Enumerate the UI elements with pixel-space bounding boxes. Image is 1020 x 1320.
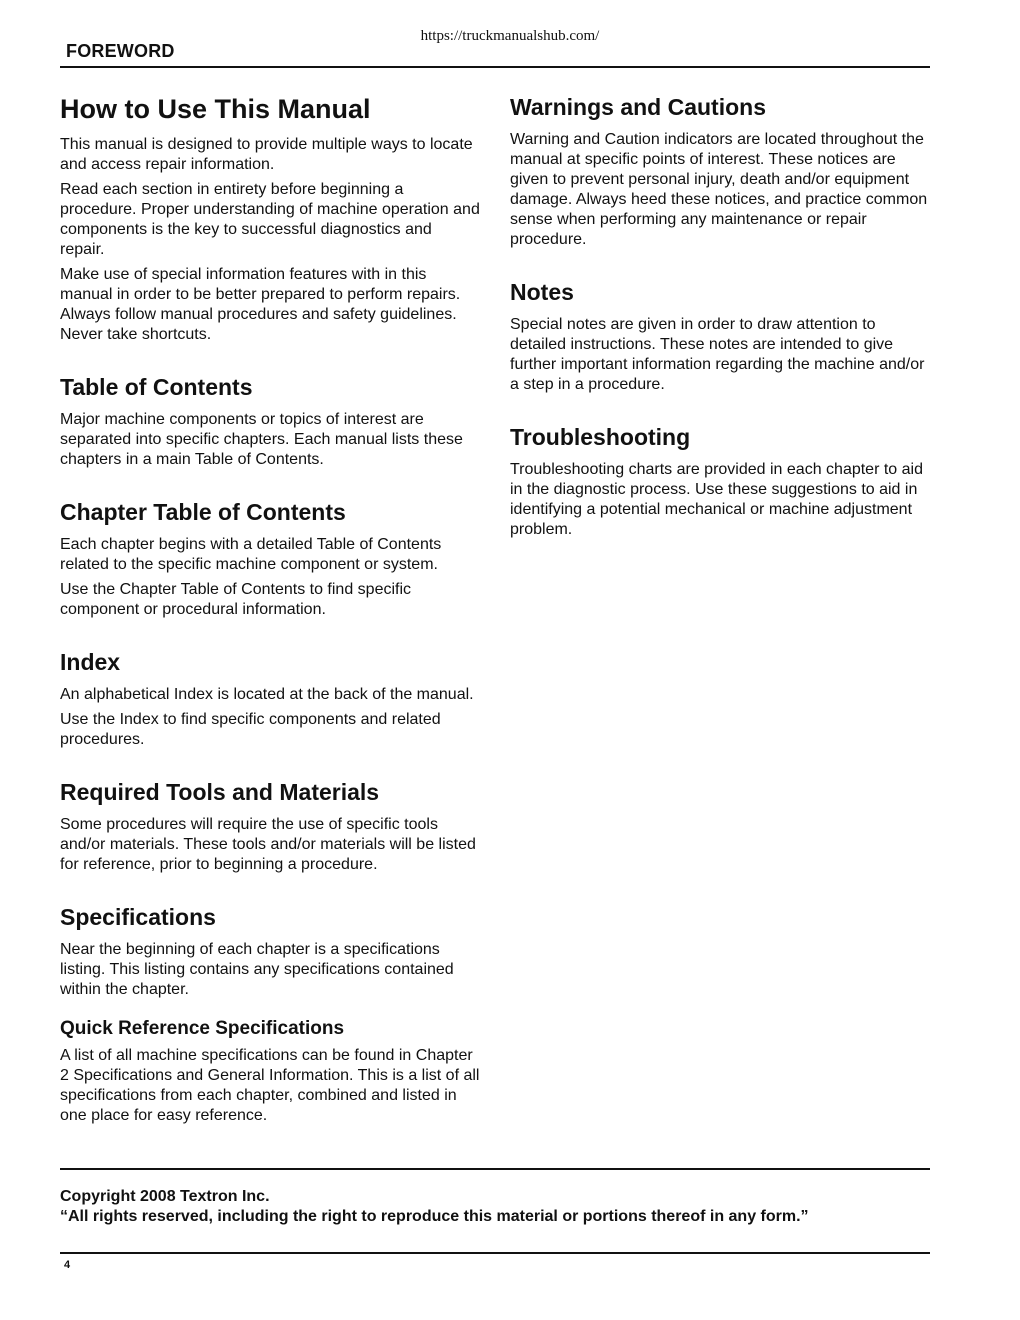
subheading-quick-reference: Quick Reference Specifications bbox=[60, 1018, 345, 1039]
footer-divider bbox=[60, 1168, 930, 1170]
paragraph: Make use of special information features with in this manual in order to be better prepared to perform repairs. Always follow manual procedures and safety guidelines. Never take shortcuts. bbox=[60, 266, 461, 343]
paragraph: Use the Chapter Table of Contents to find specific component or procedural information. bbox=[60, 581, 412, 618]
paragraph: This manual is designed to provide multiple ways to locate and access repair information. bbox=[60, 136, 473, 173]
page-number: 4 bbox=[64, 1259, 71, 1271]
paragraph: Use the Index to find specific components and related procedures. bbox=[60, 711, 441, 748]
paragraph: Near the beginning of each chapter is a specifications listing. This listing contains any specifications contained within the chapter. bbox=[60, 941, 454, 998]
paragraph: Troubleshooting charts are provided in each chapter to aid in the diagnostic process. Use these suggestions to aid in identifying a potential mechanical or machine adjustment problem. bbox=[510, 461, 923, 538]
copyright-line: Copyright 2008 Textron Inc. bbox=[60, 1188, 270, 1205]
paragraph: An alphabetical Index is located at the back of the manual. bbox=[60, 686, 474, 703]
paragraph: Each chapter begins with a detailed Table of Contents related to the specific machine component or system. bbox=[60, 536, 442, 573]
rights-line: “All rights reserved, including the right to reproduce this material or portions thereof in any form.” bbox=[60, 1208, 809, 1225]
page-title: How to Use This Manual bbox=[60, 94, 371, 124]
paragraph: Warning and Caution indicators are located throughout the manual at specific points of interest. These notices are given to prevent personal injury, death and/or equipment damage. Always heed these notices, and practice common sense when performing any maintenance or repair procedure. bbox=[510, 131, 928, 248]
section-label: FOREWORD bbox=[66, 41, 175, 61]
heading-index: Index bbox=[60, 649, 121, 675]
paragraph: Some procedures will require the use of specific tools and/or materials. These tools and/or materials will be listed for reference, prior to beginning a procedure. bbox=[60, 816, 476, 873]
heading-specifications: Specifications bbox=[60, 904, 216, 930]
paragraph: Read each section in entirety before beginning a procedure. Proper understanding of machine operation and components is the key to successful diagnostics and repair. bbox=[60, 181, 480, 258]
header-divider bbox=[60, 66, 930, 68]
paragraph: Major machine components or topics of interest are separated into specific chapters. Each manual lists these chapters in a main Table of Contents. bbox=[60, 411, 463, 468]
heading-troubleshooting: Troubleshooting bbox=[510, 424, 691, 450]
heading-chapter-table-of-contents: Chapter Table of Contents bbox=[60, 499, 346, 525]
copyright-notice bbox=[60, 1187, 940, 1227]
right-column bbox=[510, 92, 930, 545]
heading-required-tools: Required Tools and Materials bbox=[60, 779, 380, 805]
heading-notes: Notes bbox=[510, 279, 574, 305]
heading-table-of-contents: Table of Contents bbox=[60, 374, 253, 400]
bottom-divider bbox=[60, 1252, 930, 1254]
source-url: https://truckmanualshub.com/ bbox=[420, 28, 600, 44]
left-column bbox=[60, 92, 480, 1131]
paragraph: A list of all machine specifications can be found in Chapter 2 Specifications and General Information. This is a list of all specifications from each chapter, combined and listed in one place for easy reference. bbox=[60, 1047, 480, 1124]
heading-warnings-cautions: Warnings and Cautions bbox=[510, 94, 766, 120]
paragraph: Special notes are given in order to draw attention to detailed instructions. These notes are intended to give further important information regarding the machine and/or a step in a procedure. bbox=[510, 316, 925, 393]
